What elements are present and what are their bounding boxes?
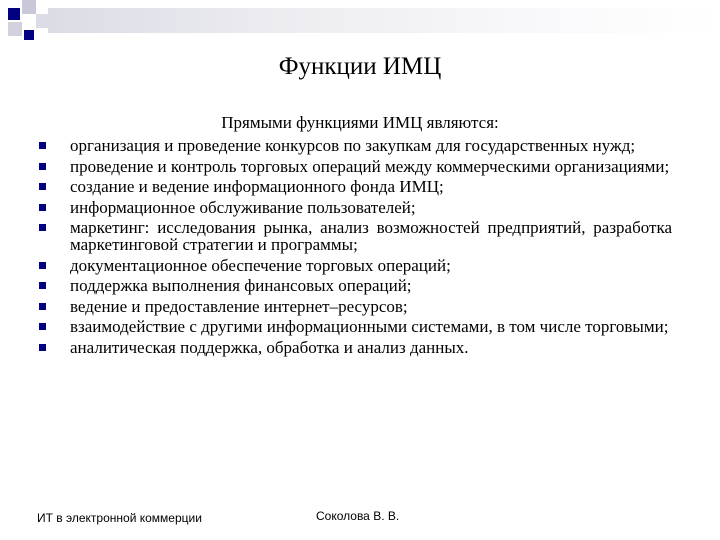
square-bullet-icon bbox=[39, 163, 46, 170]
square-bullet-icon bbox=[39, 142, 46, 149]
square-bullet-icon bbox=[39, 282, 46, 289]
slide-title: Функции ИМЦ bbox=[278, 53, 442, 80]
bullet-item bbox=[39, 219, 672, 253]
bullet-item bbox=[39, 199, 672, 216]
square-bullet-icon bbox=[39, 262, 46, 269]
bullet-text: проведение и контроль торговых операций между коммерческими организациями; bbox=[70, 156, 670, 176]
square-bullet-icon bbox=[39, 204, 46, 211]
bullet-text: информационное обслуживание пользователей; bbox=[70, 197, 416, 217]
bullet-text: взаимодействие с другими информационными системами, в том числе торговыми; bbox=[70, 317, 669, 336]
square-bullet-icon bbox=[39, 303, 46, 310]
deco-square-light-2 bbox=[36, 14, 50, 28]
square-bullet-icon bbox=[39, 344, 46, 351]
bullet-item bbox=[39, 339, 672, 356]
bullet-item bbox=[39, 257, 672, 274]
deco-square-light-1 bbox=[22, 0, 36, 14]
bullet-item bbox=[39, 298, 672, 315]
top-gradient-bar bbox=[48, 8, 720, 33]
bullet-text: документационное обеспечение торговых операций; bbox=[70, 255, 451, 275]
bullet-item bbox=[39, 137, 672, 154]
deco-square-dark-2 bbox=[24, 30, 34, 40]
bullet-item bbox=[39, 158, 672, 175]
bullet-text: ведение и предоставление интернет–ресурсов; bbox=[70, 296, 408, 316]
square-bullet-icon bbox=[39, 224, 46, 231]
square-bullet-icon bbox=[39, 323, 46, 330]
bullet-text: маркетинг: исследования рынка, анализ возможностей предприятий, разработка маркетинговой стратегии и программы; bbox=[70, 218, 672, 254]
bullet-text: аналитическая поддержка, обработка и анализ данных. bbox=[70, 337, 469, 357]
slide-intro: Прямыми функциями ИМЦ являются: bbox=[221, 113, 499, 132]
bullet-item bbox=[39, 277, 672, 294]
footer-author: Соколова В. В. bbox=[316, 509, 400, 523]
deco-square-light-3 bbox=[8, 22, 22, 36]
bullet-item bbox=[39, 178, 672, 195]
deco-square-dark-1 bbox=[8, 8, 20, 20]
footer-course-title: ИТ в электронной коммерции bbox=[37, 511, 202, 525]
bullet-text: организация и проведение конкурсов по закупкам для государственных нужд; bbox=[70, 136, 636, 155]
bullet-text: создание и ведение информационного фонда ИМЦ; bbox=[70, 177, 444, 196]
bullet-text: поддержка выполнения финансовых операций; bbox=[70, 276, 412, 295]
corner-squares-decoration bbox=[0, 0, 70, 50]
square-bullet-icon bbox=[39, 183, 46, 190]
bullet-list bbox=[39, 137, 672, 359]
bullet-item bbox=[39, 318, 672, 335]
